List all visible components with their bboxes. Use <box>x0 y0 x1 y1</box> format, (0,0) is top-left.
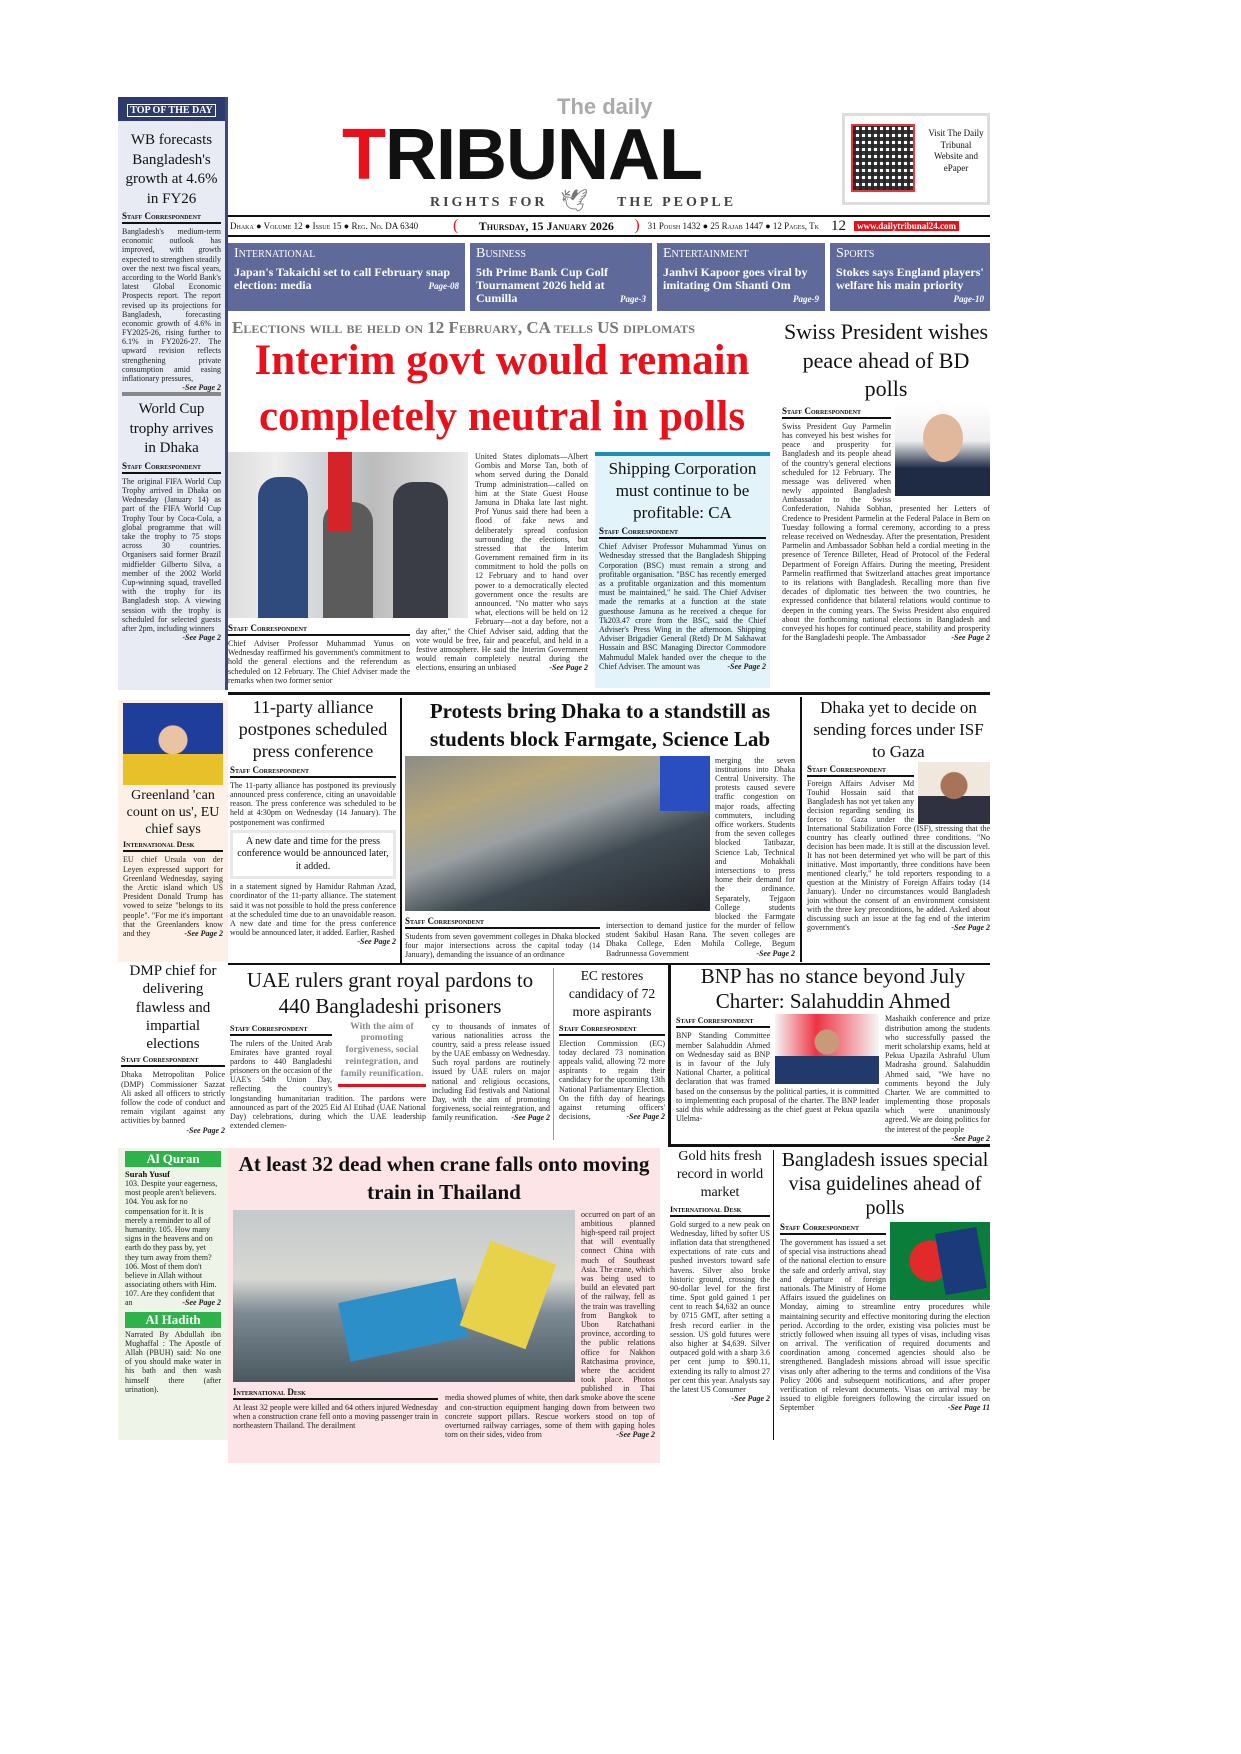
price: 12 <box>830 217 846 234</box>
shipping-article: Shipping Corporation must continue to be profitable: CA Staff Correspondent Chief Adviser Professor Muhammad Yunus on Wednesday stressed that the Bangladesh Shipping Corporation (BSC) must remain a strong and profitable organisation. "BSC has recently emerged as a profitable organization and this momentum must be maintained," he said. The Chief Adviser made the remarks at a function at the state guesthouse Jamuna as he received a cheque for Tk203.47 crore from the BSC, said the Chief Adviser's Press Wing in the afternoon. Shipping Adviser Brigadier General (Retd) Dr M Sakhawat Hussain and BSC Managing Director Commodore Mahmudul Malek handed over the cheque to the Chief Adviser. The amount was -See Page 2 <box>595 452 770 688</box>
religion-box: Al Quran Surah Yusuf 103. Despite your eagerness, most people aren't believers. 104. You ask for no compensation for it. It is merely a reminder to all of humanity. 105. How many signs in the heavens and on earth do they pass by, yet they turn away from them? 106. Most of them don't believe in Allah without associating others with Him. 107. Are they confident that an -See Page 2 Al Hadith Narrated By Abdullah ibn Mughaffal : The Apostle of Allah (PBUH) said: No one of you should make water in his bath and then wash himself there (after urination). <box>118 1148 228 1440</box>
lead-article-part2: United States diplomats—Albert Gombis and Morse Tan, both of whom served during the Donald Trump administration—called on him at the State Guest House Jamuna in Dhaka late last night. Prof Yunus said there had been a flood of fake news and deliberately spread confusion surrounding the elections, but stressed that the Interim Government remained firm in its commitment to hold the polls on 12 February and to hand over power to a democratically elected government once the results are announced. "No matter who says what, elections will be held on 12 February—not a day before, not a day after," the Chief Adviser said, adding that the vote would be free, fair and peaceful, and held in a festive atmosphere. He said the Interim Government would remain completely neutral during the elections, ensuring an unbiased -See Page 2 <box>416 452 588 673</box>
masthead-logo[interactable] <box>322 95 792 215</box>
byline: Staff Correspondent <box>122 461 221 474</box>
wb-headline[interactable]: WB forecasts Bangladesh's growth at 4.6% in FY26 <box>125 132 218 207</box>
swiss-headline[interactable]: Swiss President wishes peace ahead of BD polls <box>783 319 989 402</box>
swiss-article: Swiss President wishes peace ahead of BD polls Staff Correspondent Swiss President Guy Parmelin has conveyed his best wishes for peace and prosperity for Bangladesh and its people ahead of the country's general elections scheduled for 12 February. The message was delivered when newly appointed Bangladesh Ambassador to the Swiss Confederation, Nahida Sobhan, presented her Letters of Credence to President Parmelin at the Federal Palace in Bern on Tuesday following a formal ceremony, according to a press release received on Wednesday. After the presentation, President Parmelin and Ambassador Sobhan held a cordial meeting in the presence of Terence Billeter, Head of Protocol of the Federal Department of Foreign Affairs. During the meeting, President Parmelin reaffirmed that Switzerland attaches great importance to its relations with Bangladesh. Recalling more than five decades of diplomatic ties between the two countries, he expressed confidence that bilateral relations would continue to deepen in the coming years. The Swiss President also enquired about the forthcoming national elections in Bangladesh and conveyed his hopes for continued peace, stability and prosperity for the Bangladeshi people. The Ambassador -See Page 2 <box>782 319 990 643</box>
top-of-day-label: TOP OF THE DAY <box>118 97 225 121</box>
salahuddin-photo <box>775 1014 879 1084</box>
ec-headline[interactable]: EC restores candidacy of 72 more aspirants <box>568 968 656 1020</box>
lead-photo <box>228 452 468 618</box>
lead-article <box>228 452 588 690</box>
crane-article: At least 32 dead when crane falls onto moving train in Thailand International Desk At least 32 people were killed and 64 others injured Wednesday when a construction crane fell onto a moving passenger train in northeastern Thailand. The derailment occurred on part of an ambitious planned high-speed rail project that will eventually connect China with much of Southeast Asia. The crane, which was being used to build an elevated part of the railway, fell as the train was travelling from Bangkok to Ubon Ratchathani province, according to the public relations office for Nakhon Ratchasima province, where the accident took place. Photos published in Thai media showed plumes of white, then dark smoke above the scene and con-struction equipment hanging down from between two concrete support pillars. Rescue workers stood on top of overturned railway carriages, some of them with gaping holes torn on their sides, video from -See Page 2 <box>228 1148 660 1463</box>
lead-headline-1[interactable]: Interim govt would remain <box>254 337 750 384</box>
section-teaser-sports[interactable]: Sports Stokes says England players' welfare his main priority Page-10 <box>830 243 990 311</box>
visa-article: Bangladesh issues special visa guidelines ahead of polls Staff Correspondent The government has issued a set of special visa instructions ahead of the national election to ensure the safe and orderly arrival, stay and departure of foreign nationals. The Ministry of Home Affairs issued the guidelines on Monday, aiming to streamline entry procedures while maintaining security and effective monitoring during the election period. According to the order, existing visa policies must be strictly followed when issuing all types of visas, including visas on arrival. The verification of required documents and coordination among concerned agencies should also be strengthened. Bangladesh missions abroad will issue specific visas only after adhering to the terms and conditions of the Visa Policy 2006 and subsequent notifications, and after proper verification of relevant documents. Visas on arrival may be issued to eligible foreigners following the circular issued on September -See Page 11 <box>780 1149 990 1413</box>
isf-article: Dhaka yet to decide on sending forces under ISF to Gaza Staff Correspondent Foreign Affairs Adviser Md Touhid Hossain said that Bangladesh has not yet taken any decision regarding sending its forces to Gaza under the International Stabilization Force (ISF), stressing that the country has clearly outlined three conditions. "No decision has been made. It is still at the discussion level. It has not been determined yet who will be part of this initiative. Most importantly, three conditions have been mentioned clearly," he told reporters responding to a question at the Ministry of Foreign Affairs today (14 January). Under no circumstances would Bangladesh join without the consent of an environment consistent with the three key preconditions, he added. Asked about discussing such an issue at the fag end of the interim government's -See Page 2 <box>800 697 990 962</box>
section-teaser-business[interactable]: Business 5th Prime Bank Cup Golf Tournament 2026 held at Cumilla Page-3 <box>470 243 652 311</box>
see-page-link[interactable]: -See Page 2 <box>182 383 221 393</box>
tagline-right: THE PEOPLE <box>617 195 737 210</box>
shipping-headline[interactable]: Shipping Corporation must continue to be profitable: CA <box>608 459 757 523</box>
protest-photo <box>405 756 710 911</box>
top-of-day-sidebar <box>118 97 228 690</box>
divider <box>122 392 221 396</box>
visa-passport-photo <box>890 1222 990 1300</box>
qr-text: Visit The Daily Tribunal Website and ePaper <box>928 128 984 174</box>
protests-headline[interactable]: Protests bring Dhaka to a standstill as students block Farmgate, Science Lab <box>429 699 771 752</box>
pull-quote: With the aim of promoting forgiveness, social reintegration, and family reunification. <box>338 1022 426 1087</box>
uae-article: UAE rulers grant royal pardons to 440 Bangladeshi prisoners With the aim of promoting forgiveness, social reintegration, and family reunification. Staff Correspondent The rulers of the United Arab Emirates have granted royal pardons to 440 Bangladeshi prisoners on the occasion of the UAE's 54th Union Day, reflecting the country's longstanding humanitarian tradition. The pardons were announced as part of the 2025 Eid Al Etihad (UAE National Day) celebrations, during which the UAE leadership extended clemen- cy to thousands of inmates of various nationalities across the country, said a press release issued by the UAE embassy on Wednesday. Such royal pardons are routinely issued by UAE rulers on major national and religious occasions, including Eid festivals and National Day, with the aim of promoting forgiveness, social reintegration, and family reunification. -See Page 2 <box>230 968 550 1131</box>
alliance-article: 11-party alliance postpones scheduled press conference Staff Correspondent The 11-party alliance has postponed its previously announced press conference, citing an unavoidable reason. The press conference was scheduled to be held at 4:30pm on Wednesday (14 January). The postponement was confirmed A new date and time for the press conference would be announced later, it added. in a statement signed by Hamidur Rahman Azad, coordinator of the 11-party alliance. The statement said it was not possible to hold the press conference at the scheduled time due to an unavoidable reason. A new date and time for the press conference would be announced later, it added. Earlier, Rashed -See Page 2 <box>230 697 396 947</box>
crane-headline[interactable]: At least 32 dead when crane falls onto moving train in Thailand <box>238 1152 650 1205</box>
quran-title: Al Quran <box>125 1151 221 1167</box>
section-teaser-international[interactable]: International Japan's Takaichi set to call February snap election: media Page-08 <box>228 243 465 311</box>
lead-kicker: Elections will be held on 12 February, CA tells US diplomats <box>232 318 695 337</box>
bnp-headline[interactable]: BNP has no stance beyond July Charter: Salahuddin Ahmed <box>700 964 966 1014</box>
dmp-article: DMP chief for delivering flawless and impartial elections Staff Correspondent Dhaka Metropolitan Police (DMP) Commissioner Sazzat Ali asked all officers to strictly follow the code of conduct and remain vigilant against any activities by banned -See Page 2 <box>121 963 225 1135</box>
qr-box[interactable] <box>842 113 990 205</box>
swiss-president-photo <box>895 404 990 496</box>
see-page-link[interactable]: -See Page 2 <box>951 1133 990 1143</box>
lead-article-part1: Staff Correspondent Chief Adviser Professor Muhammad Yunus on Wednesday reaffirmed his government's commitment to hold the general elections and the referendum as scheduled on 12 February. The Chief Adviser made the remarks when two former senior <box>228 623 410 685</box>
website-link[interactable]: www.dailytribunal24.com <box>854 221 959 231</box>
see-page-link[interactable]: -See Page 2 <box>549 663 588 673</box>
ec-article: EC restores candidacy of 72 more aspirants Staff Correspondent Election Commission (EC) today declared 73 nomination appeals valid, allowing 72 more aspirants to regain their candidacy for the upcoming 13th National Parliamentary Election. On the fifth day of hearings against returning officers' decisions, -See Page 2 <box>559 968 665 1122</box>
see-page-link[interactable]: -See Page 2 <box>182 633 221 643</box>
adviser-photo <box>918 762 990 824</box>
worldcup-headline[interactable]: World Cup trophy arrives in Dhaka <box>129 401 214 457</box>
dmp-headline[interactable]: DMP chief for delivering flawless and impartial elections <box>129 963 217 1053</box>
eu-chief-photo <box>123 703 223 785</box>
gold-article: Gold hits fresh record in world market International Desk Gold surged to a new peak on Wednesday, lifted by softer US inflation data that strengthened expectations of rate cuts and pushed investors toward safe havens. Silver also broke historic ground, crossing the 90-dollar level for the first time. Spot gold gained 1 per cent to reach $4,632 an ounce by 0715 GMT, after setting a fresh record earlier in the session. US gold futures were also higher at $4,639. Silver outpaced gold with a sharp 3.6 per cent jump to $90.11, extending its rally to almost 27 per cent this year. Analysts say the latest US Consumer -See Page 2 <box>670 1149 770 1404</box>
section-teaser-entertainment[interactable]: Entertainment Janhvi Kapoor goes viral by imitating Om Shanti Om Page-9 <box>657 243 825 311</box>
byline: Staff Correspondent <box>122 211 221 224</box>
wb-article[interactable]: WB forecasts Bangladesh's growth at 4.6% in FY26 Staff Correspondent Bangladesh's medium-term economic outlook has improved, with growth expected to strengthen steadily over the next two fiscal years, according to the World Bank's latest Global Economic Prospects report. The report revised up its projections for Bangladesh, forecasting economic growth of 4.6% in FY2025-26, rising further to 6.1% in FY2026-27. The upward revision reflects strengthening private consumption amid easing inflationary pressures, -See Page 2 World Cup trophy arrives in Dhaka Staff Correspondent The original FIFA World Cup Trophy arrived in Dhaka on Wednesday (January 14) as part of the FIFA World Cup Trophy Tour by Coca-Cola, a global programme that will take the trophy to 75 stops across 30 countries. Organisers said former Brazil midfielder Gilberto Silva, a member of the 2002 World Cup-winning squad, travelled with the trophy for its Bangladesh stop. A viewing session with the trophy is scheduled for selected guests after 2pm, including winners -See Page 2 <box>122 132 221 643</box>
isf-headline[interactable]: Dhaka yet to decide on sending forces under ISF to Gaza <box>813 698 984 761</box>
greenland-article: Greenland 'can count on us', EU chief says International Desk EU chief Ursula von der Leyen expressed support for Greenland Wednesday, saying the Arctic island which US President Donald Trump has vowed to seize "belongs to its people". "For me it's important that the Greenlanders know and they -See Page 2 <box>118 700 228 962</box>
crane-train-photo <box>233 1210 575 1382</box>
greenland-headline[interactable]: Greenland 'can count on us', EU chief says <box>126 788 220 837</box>
eagle-icon: 🕊 <box>560 188 588 213</box>
pull-quote: A new date and time for the press conference would be announced later, it added. <box>230 830 396 880</box>
protests-article: Protests bring Dhaka to a standstill as students block Farmgate, Science Lab Staff Correspondent Students from seven government colleges in Dhaka blocked four major intersections across the capital today (14 January), demanding the issuance of an ordinance merging the seven institutions into Dhaka Central University. The protests caused severe traffic congestion on major roads, affecting commuters, including office workers. Students from the seven colleges blocked Tatibazar, Science Lab, Technical and Mohakhali intersections to press home their demand for the ordinance. Separately, Tejgaon College students blocked the Farmgate intersection to demand justice for the murder of fellow student Sakibul Hasan Rana. The seven colleges are Dhaka College, Eden Mohila College, Begum Badrunnessa Government -See Page 2 <box>405 699 795 960</box>
divider <box>228 692 990 695</box>
gold-headline[interactable]: Gold hits fresh record in world market <box>676 1149 764 1201</box>
tagline-left: RIGHTS FOR <box>430 195 548 210</box>
visa-headline[interactable]: Bangladesh issues special visa guidelines ahead of polls <box>781 1149 989 1219</box>
logo-name: TRIBUNAL <box>342 115 702 195</box>
info-bar: Dhaka ● Volume 12 ● Issue 15 ● Reg. No. DA 6340 ( Thursday, 15 January 2026 ) 31 Poush 1432 ● 25 Rajab 1447 ● 12 Pages, Tk 12 www.dailytribunal24.com <box>228 215 990 237</box>
uae-headline[interactable]: UAE rulers grant royal pardons to 440 Bangladeshi prisoners <box>246 968 534 1019</box>
bnp-article: BNP has no stance beyond July Charter: Salahuddin Ahmed Staff Correspondent BNP Standing Committee member Salahuddin Ahmed on Wednesday said as BNP is in favour of the July National Charter, a political declaration that was framed based on the consensus by the political parties, it is committed to implementing each proposal of the charter. The BNP leader said this while addressing as the chief guest at Pekua upazila Ulelma- Mashaikh conference and prize distribution among the students who successfully passed the merit scholarship exams, held at Pekua Upazila Ashraful Ulum Madrasha ground. Salahuddin Ahmed said, "We have no comments beyond the July Charter. We are committed to implementing those proposals which were unanimously agreed. We are doing politics for the interest of the people -See Page 2 <box>668 964 990 1147</box>
see-page-link[interactable]: -See Page 2 <box>756 948 795 958</box>
qr-code-icon[interactable] <box>851 124 915 192</box>
hadith-title: Al Hadith <box>125 1312 221 1328</box>
lead-headline-2[interactable]: completely neutral in polls <box>258 393 746 440</box>
the-daily-text: The daily <box>557 95 653 119</box>
issue-date: Thursday, 15 January 2026 <box>478 218 614 233</box>
alliance-headline[interactable]: 11-party alliance postpones scheduled press conference <box>238 697 388 761</box>
see-page-link[interactable]: -See Page 2 <box>186 1125 225 1135</box>
see-page-link[interactable]: -See Page 2 <box>357 937 396 947</box>
